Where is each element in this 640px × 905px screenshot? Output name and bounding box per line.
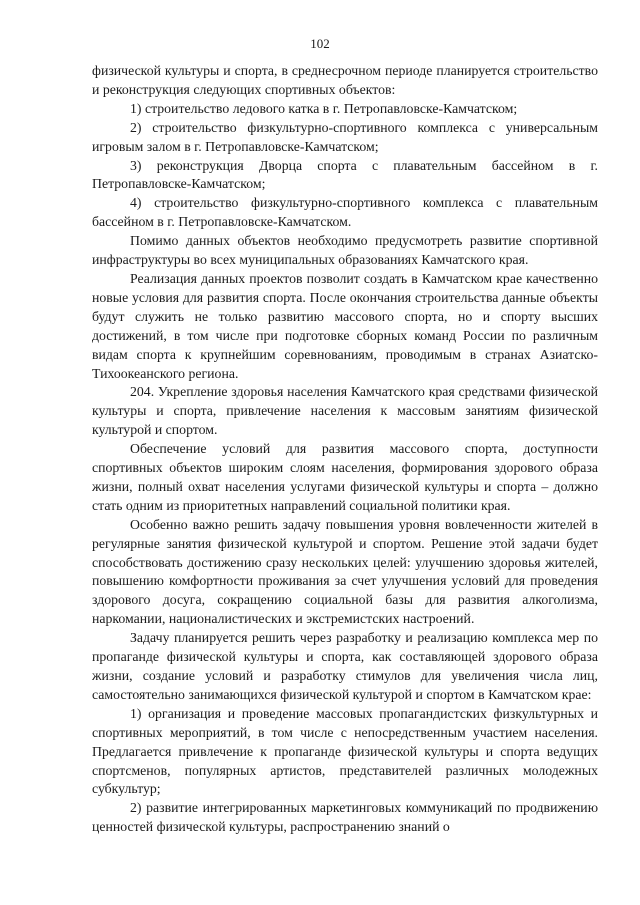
paragraph: Обеспечение условий для развития массового спорта, доступности спортивных объектов широким слоям населения, формирования здорового образа жизни, полный охват населения услугами физической культуры и спорта – должно стать одним из приоритетных направлений социальной политики края.: [92, 441, 598, 513]
document-body: [92, 62, 598, 837]
list-item-2: 2) развитие интегрированных маркетинговых коммуникаций по продвижению ценностей физической культуры, распространению знаний о: [92, 800, 598, 835]
section-heading-204: 204. Укрепление здоровья населения Камчатского края средствами физической культуры и спорта, привлечение населения к массовым занятиям физической культурой и спортом.: [92, 384, 598, 438]
list-item-1: 1) строительство ледового катка в г. Петропавловске-Камчатском;: [130, 100, 518, 116]
paragraph: Особенно важно решить задачу повышения уровня вовлеченности жителей в регулярные занятия физической культурой и спортом. Решение этой задачи будет способствовать достижению сразу нескольких целей: улучшению здоровья жителей, повышению комфортности проживания за счет улучшения условий для проведения здорового досуга, сокращению социальной базы для развития алкоголизма, наркомании, националистических и экстремистских настроений.: [92, 516, 598, 627]
paragraph: Помимо данных объектов необходимо предусмотреть развитие спортивной инфраструктуры во всех муниципальных образованиях Камчатского края.: [92, 233, 598, 268]
paragraph: Реализация данных проектов позволит создать в Камчатском крае качественно новые условия для развития спорта. После окончания строительства данные объекты будут служить не только развитию массового спорта, но и спорту высших достижений, в том числе при подготовке сборных команд России по различным видам спорта к крупнейшим соревнованиям, проводимым в странах Азиатско-Тихоокеанского региона.: [92, 270, 598, 381]
list-item-4: 4) строительство физкультурно-спортивного комплекса с плавательным бассейном в г. Петропавловске-Камчатском.: [92, 195, 598, 230]
list-item-2: 2) строительство физкультурно-спортивного комплекса с универсальным игровым залом в г. Петропавловске-Камчатском;: [92, 119, 598, 154]
page-number: 102: [310, 36, 330, 51]
list-item-3: 3) реконструкция Дворца спорта с плавательным бассейном в г. Петропавловске-Камчатском;: [92, 157, 598, 192]
paragraph-continuation: физической культуры и спорта, в среднесрочном периоде планируется строительство и реконструкция следующих спортивных объектов:: [92, 63, 598, 97]
list-item-1: 1) организация и проведение массовых пропагандистских физкультурных и спортивных мероприятий, в том числе с непосредственным участием населения. Предлагается привлечение к пропаганде физической культуры и спорта ведущих спортсменов, популярных артистов, представителей различных молодежных субкультур;: [92, 705, 598, 797]
paragraph: Задачу планируется решить через разработку и реализацию комплекса мер по пропаганде физической культуры и спорта, как составляющей здорового образа жизни, создание условий и разработку стимулов для увеличения числа лиц, самостоятельно занимающихся физической культурой и спортом в Камчатском крае:: [92, 630, 598, 702]
